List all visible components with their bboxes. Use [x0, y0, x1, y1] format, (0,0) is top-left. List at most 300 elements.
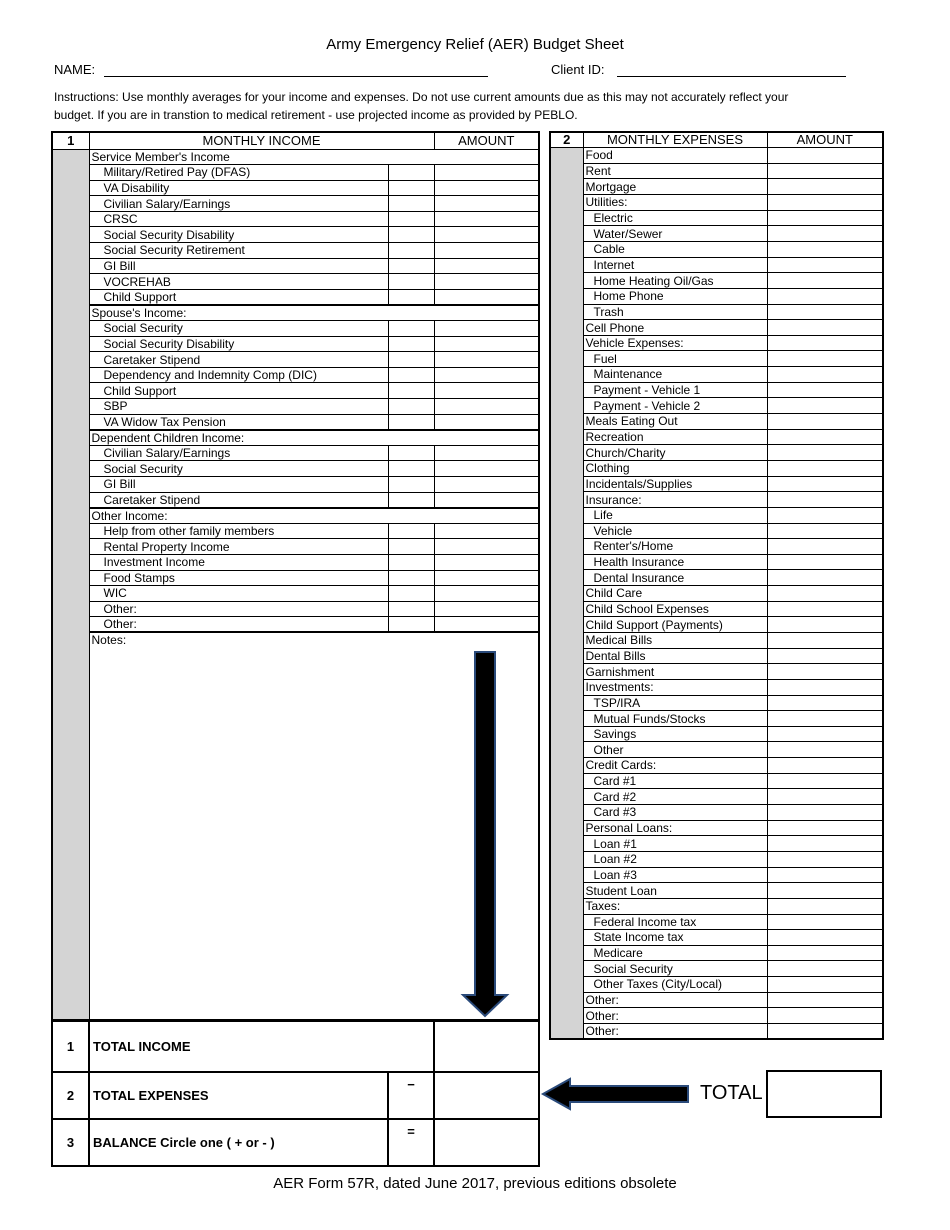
expense-row: [550, 633, 883, 649]
income-item-sub-cell[interactable]: [388, 165, 434, 181]
expense-item-label: Federal Income tax: [583, 914, 767, 930]
form-footer: AER Form 57R, dated June 2017, previous editions obsolete: [273, 1175, 677, 1192]
income-item-sub-cell[interactable]: [388, 570, 434, 586]
expense-group-label: Mortgage: [583, 179, 767, 195]
expense-group-label: Student Loan: [583, 883, 767, 899]
expense-row: [550, 414, 883, 430]
expense-amount[interactable]: [767, 648, 883, 664]
expense-group-label: Food: [583, 148, 767, 164]
expense-amount[interactable]: [767, 320, 883, 336]
income-row: [52, 165, 539, 181]
expense-item-label: Medicare: [583, 945, 767, 961]
income-amount-header: AMOUNT: [434, 132, 539, 149]
income-item-amount[interactable]: [434, 383, 539, 399]
income-item-amount[interactable]: [434, 165, 539, 181]
income-item-sub-cell[interactable]: [388, 289, 434, 305]
income-item-sub-cell[interactable]: [388, 196, 434, 212]
expense-item-label: Card #3: [583, 805, 767, 821]
income-item-amount[interactable]: [434, 461, 539, 477]
balance-label: BALANCE Circle one ( + or - ): [89, 1119, 388, 1166]
expense-amount[interactable]: [767, 351, 883, 367]
expense-item-label: Fuel: [583, 351, 767, 367]
expense-amount[interactable]: [767, 601, 883, 617]
expense-amount[interactable]: [767, 195, 883, 211]
expense-amount[interactable]: [767, 210, 883, 226]
expense-group-label: Child School Expenses: [583, 601, 767, 617]
income-item-amount[interactable]: [434, 492, 539, 508]
income-item-sub-cell[interactable]: [388, 523, 434, 539]
total-expenses-label: TOTAL EXPENSES: [89, 1072, 388, 1119]
expense-group-label: Meals Eating Out: [583, 414, 767, 430]
expense-amount[interactable]: [767, 288, 883, 304]
expense-item-label: Cable: [583, 241, 767, 257]
expense-row: [550, 241, 883, 257]
income-row: [52, 570, 539, 586]
income-item-sub-cell[interactable]: [388, 554, 434, 570]
income-item-amount[interactable]: [434, 289, 539, 305]
expense-amount[interactable]: [767, 148, 883, 164]
expense-item-label: Vehicle: [583, 523, 767, 539]
expense-row: [550, 1024, 883, 1040]
expense-row: [550, 742, 883, 758]
expense-row: [550, 898, 883, 914]
expense-row: [550, 883, 883, 899]
expense-amount[interactable]: [767, 304, 883, 320]
income-row: [52, 321, 539, 337]
income-row: [52, 492, 539, 508]
income-row: [52, 430, 539, 446]
expense-row: [550, 867, 883, 883]
expense-row: [550, 507, 883, 523]
down-arrow-icon: [460, 650, 510, 1020]
expense-amount[interactable]: [767, 1008, 883, 1024]
expense-item-label: Loan #1: [583, 836, 767, 852]
expense-group-label: Recreation: [583, 429, 767, 445]
income-item-sub-cell[interactable]: [388, 211, 434, 227]
income-item-sub-cell[interactable]: [388, 227, 434, 243]
expense-group-label: Church/Charity: [583, 445, 767, 461]
expense-row: [550, 335, 883, 351]
income-item-sub-cell[interactable]: [388, 274, 434, 290]
income-item-label: Social Security: [89, 461, 388, 477]
expenses-table: [549, 131, 884, 1040]
expense-row: [550, 930, 883, 946]
expense-group-label: Child Support (Payments): [583, 617, 767, 633]
client-id-field[interactable]: [617, 76, 846, 77]
expense-row: [550, 945, 883, 961]
income-item-sub-cell[interactable]: [388, 383, 434, 399]
expense-row: [550, 382, 883, 398]
expense-row: [550, 820, 883, 836]
expense-row: [550, 429, 883, 445]
instructions: [54, 88, 854, 124]
income-item-label: Social Security Disability: [89, 336, 388, 352]
income-item-sub-cell[interactable]: [388, 321, 434, 337]
expense-row: [550, 288, 883, 304]
income-item-amount[interactable]: [434, 586, 539, 602]
expenses-total-amount[interactable]: [766, 1070, 882, 1118]
expense-group-label: Taxes:: [583, 898, 767, 914]
expense-item-label: Water/Sewer: [583, 226, 767, 242]
income-item-label: GI Bill: [89, 258, 388, 274]
expense-row: [550, 539, 883, 555]
expense-amount[interactable]: [767, 836, 883, 852]
expense-item-label: Home Phone: [583, 288, 767, 304]
income-item-amount[interactable]: [434, 523, 539, 539]
notes-label: Notes:: [91, 633, 127, 648]
income-item-sub-cell[interactable]: [388, 352, 434, 368]
income-item-label: Caretaker Stipend: [89, 352, 388, 368]
income-row: [52, 211, 539, 227]
income-item-label: VA Widow Tax Pension: [89, 414, 388, 430]
expense-row: [550, 492, 883, 508]
income-gray-margin: [52, 149, 89, 1019]
expense-item-label: Internet: [583, 257, 767, 273]
expense-row: [550, 586, 883, 602]
expense-row: [550, 570, 883, 586]
expense-item-label: TSP/IRA: [583, 695, 767, 711]
expense-group-label: Clothing: [583, 460, 767, 476]
expense-amount[interactable]: [767, 851, 883, 867]
income-row: [52, 196, 539, 212]
expense-item-label: Payment - Vehicle 2: [583, 398, 767, 414]
income-item-sub-cell[interactable]: [388, 258, 434, 274]
expense-group-label: Medical Bills: [583, 633, 767, 649]
total-income-amount[interactable]: [434, 1021, 539, 1072]
income-row: [52, 336, 539, 352]
expense-row: [550, 320, 883, 336]
expense-amount[interactable]: [767, 460, 883, 476]
total-income-label: TOTAL INCOME: [89, 1021, 434, 1072]
expense-amount[interactable]: [767, 883, 883, 899]
expense-item-label: Maintenance: [583, 367, 767, 383]
income-row: [52, 383, 539, 399]
expense-item-label: Renter's/Home: [583, 539, 767, 555]
income-item-amount[interactable]: [434, 336, 539, 352]
income-item-label: Help from other family members: [89, 523, 388, 539]
form-title: Army Emergency Relief (AER) Budget Sheet: [326, 36, 624, 53]
expense-amount[interactable]: [767, 539, 883, 555]
income-row: [52, 476, 539, 492]
income-item-sub-cell[interactable]: [388, 617, 434, 633]
expense-row: [550, 273, 883, 289]
expense-item-label: Dental Insurance: [583, 570, 767, 586]
expense-item-label: Social Security: [583, 961, 767, 977]
income-row: [52, 508, 539, 524]
expense-amount[interactable]: [767, 758, 883, 774]
expense-item-label: Loan #2: [583, 851, 767, 867]
expense-amount[interactable]: [767, 335, 883, 351]
income-item-sub-cell[interactable]: [388, 476, 434, 492]
expense-item-label: Other: [583, 742, 767, 758]
expense-row: [550, 554, 883, 570]
expense-amount[interactable]: [767, 695, 883, 711]
income-item-amount[interactable]: [434, 539, 539, 555]
expense-row: [550, 695, 883, 711]
income-group-label: Other Income:: [89, 508, 539, 524]
income-item-sub-cell[interactable]: [388, 336, 434, 352]
income-item-amount[interactable]: [434, 554, 539, 570]
expense-row: [550, 664, 883, 680]
total-expenses-number: 2: [52, 1072, 89, 1119]
income-row: [52, 399, 539, 415]
income-row: [52, 367, 539, 383]
income-row: [52, 180, 539, 196]
income-section-number: 1: [52, 132, 89, 149]
income-row: [52, 586, 539, 602]
income-item-amount[interactable]: [434, 601, 539, 617]
expense-amount[interactable]: [767, 257, 883, 273]
expense-row: [550, 711, 883, 727]
expense-group-label: Other:: [583, 1024, 767, 1040]
expense-group-label: Child Care: [583, 586, 767, 602]
income-item-label: Investment Income: [89, 554, 388, 570]
expense-group-label: Insurance:: [583, 492, 767, 508]
left-arrow-icon: [540, 1077, 692, 1111]
income-row: [52, 289, 539, 305]
income-item-sub-cell[interactable]: [388, 414, 434, 430]
expense-row: [550, 851, 883, 867]
expense-amount[interactable]: [767, 1024, 883, 1040]
expense-row: [550, 1008, 883, 1024]
expense-row: [550, 617, 883, 633]
expense-amount[interactable]: [767, 992, 883, 1008]
expense-row: [550, 914, 883, 930]
expense-amount[interactable]: [767, 273, 883, 289]
expense-amount[interactable]: [767, 805, 883, 821]
income-row: [52, 227, 539, 243]
expenses-section-number: 2: [550, 132, 583, 148]
income-item-sub-cell[interactable]: [388, 461, 434, 477]
balance-amount[interactable]: [434, 1119, 539, 1166]
income-group-label: Dependent Children Income:: [89, 430, 539, 446]
expense-amount[interactable]: [767, 507, 883, 523]
income-item-label: VOCREHAB: [89, 274, 388, 290]
expense-amount[interactable]: [767, 179, 883, 195]
income-group-label: Spouse's Income:: [89, 305, 539, 321]
income-item-label: Child Support: [89, 289, 388, 305]
expense-amount[interactable]: [767, 382, 883, 398]
expense-amount[interactable]: [767, 586, 883, 602]
expense-row: [550, 601, 883, 617]
expense-amount[interactable]: [767, 476, 883, 492]
expense-amount[interactable]: [767, 570, 883, 586]
income-item-amount[interactable]: [434, 258, 539, 274]
income-item-label: Rental Property Income: [89, 539, 388, 555]
instructions-line-1: Instructions: Use monthly averages for your income and expenses. Do not use current amounts due as this may not accurately reflect your: [54, 90, 789, 104]
income-item-label: Caretaker Stipend: [89, 492, 388, 508]
income-item-sub-cell[interactable]: [388, 586, 434, 602]
income-item-label: Other:: [89, 617, 388, 633]
balance-number: 3: [52, 1119, 89, 1166]
income-item-label: Civilian Salary/Earnings: [89, 196, 388, 212]
income-item-amount[interactable]: [434, 617, 539, 633]
expense-row: [550, 304, 883, 320]
income-item-sub-cell[interactable]: [388, 445, 434, 461]
expense-amount[interactable]: [767, 163, 883, 179]
expense-amount[interactable]: [767, 492, 883, 508]
expense-row: [550, 163, 883, 179]
income-row: [52, 352, 539, 368]
income-item-label: Social Security Retirement: [89, 243, 388, 259]
expense-item-label: Card #1: [583, 773, 767, 789]
income-item-sub-cell[interactable]: [388, 180, 434, 196]
name-label: NAME:: [54, 62, 96, 77]
income-item-label: Social Security: [89, 321, 388, 337]
expense-row: [550, 476, 883, 492]
expense-amount[interactable]: [767, 398, 883, 414]
expense-amount[interactable]: [767, 742, 883, 758]
income-item-amount[interactable]: [434, 352, 539, 368]
income-item-sub-cell[interactable]: [388, 601, 434, 617]
expense-group-label: Dental Bills: [583, 648, 767, 664]
expense-amount[interactable]: [767, 773, 883, 789]
expense-item-label: Savings: [583, 726, 767, 742]
expense-row: [550, 367, 883, 383]
income-item-amount[interactable]: [434, 399, 539, 415]
income-item-label: Military/Retired Pay (DFAS): [89, 165, 388, 181]
income-row: [52, 554, 539, 570]
income-row: [52, 601, 539, 617]
income-item-sub-cell[interactable]: [388, 243, 434, 259]
expense-amount[interactable]: [767, 945, 883, 961]
expense-group-label: Credit Cards:: [583, 758, 767, 774]
expense-row: [550, 977, 883, 993]
expense-amount[interactable]: [767, 914, 883, 930]
expense-row: [550, 726, 883, 742]
income-item-amount[interactable]: [434, 211, 539, 227]
income-row: [52, 539, 539, 555]
expense-row: [550, 961, 883, 977]
expense-amount[interactable]: [767, 241, 883, 257]
expense-item-label: Home Heating Oil/Gas: [583, 273, 767, 289]
expense-row: [550, 805, 883, 821]
expense-amount[interactable]: [767, 523, 883, 539]
expense-amount[interactable]: [767, 930, 883, 946]
expense-row: [550, 148, 883, 164]
income-item-label: VA Disability: [89, 180, 388, 196]
name-field[interactable]: [104, 76, 488, 77]
income-item-label: SBP: [89, 399, 388, 415]
income-item-amount[interactable]: [434, 476, 539, 492]
expense-amount[interactable]: [767, 664, 883, 680]
expense-item-label: Loan #3: [583, 867, 767, 883]
expense-row: [550, 648, 883, 664]
income-item-sub-cell[interactable]: [388, 492, 434, 508]
income-item-label: WIC: [89, 586, 388, 602]
income-item-label: Social Security Disability: [89, 227, 388, 243]
expense-amount[interactable]: [767, 633, 883, 649]
income-row: [52, 445, 539, 461]
income-item-sub-cell[interactable]: [388, 367, 434, 383]
expense-row: [550, 460, 883, 476]
expenses-total-label: TOTAL: [700, 1082, 763, 1104]
expense-row: [550, 789, 883, 805]
income-row: [52, 414, 539, 430]
expense-amount[interactable]: [767, 617, 883, 633]
income-item-label: Dependency and Indemnity Comp (DIC): [89, 367, 388, 383]
income-item-amount[interactable]: [434, 227, 539, 243]
income-item-amount[interactable]: [434, 243, 539, 259]
income-item-label: Food Stamps: [89, 570, 388, 586]
income-item-label: CRSC: [89, 211, 388, 227]
expense-item-label: Mutual Funds/Stocks: [583, 711, 767, 727]
expense-row: [550, 351, 883, 367]
expense-group-label: Other:: [583, 1008, 767, 1024]
expense-amount[interactable]: [767, 961, 883, 977]
expense-row: [550, 195, 883, 211]
expense-amount[interactable]: [767, 867, 883, 883]
expense-group-label: Utilities:: [583, 195, 767, 211]
income-item-label: Child Support: [89, 383, 388, 399]
expense-amount[interactable]: [767, 679, 883, 695]
income-row: [52, 305, 539, 321]
expense-group-label: Personal Loans:: [583, 820, 767, 836]
expense-amount[interactable]: [767, 898, 883, 914]
expense-group-label: Vehicle Expenses:: [583, 335, 767, 351]
expense-amount[interactable]: [767, 820, 883, 836]
expense-item-label: Payment - Vehicle 1: [583, 382, 767, 398]
expense-amount[interactable]: [767, 554, 883, 570]
client-id-label: Client ID:: [551, 62, 605, 77]
expense-row: [550, 836, 883, 852]
expense-group-label: Other:: [583, 992, 767, 1008]
income-item-amount[interactable]: [434, 414, 539, 430]
equals-sign: =: [388, 1119, 434, 1166]
income-row: [52, 523, 539, 539]
expense-amount[interactable]: [767, 445, 883, 461]
expense-amount[interactable]: [767, 226, 883, 242]
income-item-sub-cell[interactable]: [388, 399, 434, 415]
income-item-amount[interactable]: [434, 196, 539, 212]
income-header: MONTHLY INCOME: [89, 132, 434, 149]
income-item-amount[interactable]: [434, 445, 539, 461]
income-item-amount[interactable]: [434, 367, 539, 383]
expense-amount[interactable]: [767, 429, 883, 445]
expense-amount[interactable]: [767, 789, 883, 805]
expense-row: [550, 523, 883, 539]
expense-row: [550, 992, 883, 1008]
expense-row: [550, 398, 883, 414]
income-item-amount[interactable]: [434, 570, 539, 586]
income-row: [52, 258, 539, 274]
minus-sign: −: [388, 1072, 434, 1119]
income-item-amount[interactable]: [434, 180, 539, 196]
income-row: [52, 243, 539, 259]
income-row: [52, 149, 539, 165]
income-item-amount[interactable]: [434, 321, 539, 337]
income-item-amount[interactable]: [434, 274, 539, 290]
expense-item-label: Electric: [583, 210, 767, 226]
expense-amount[interactable]: [767, 414, 883, 430]
income-item-label: Other:: [89, 601, 388, 617]
total-income-number: 1: [52, 1021, 89, 1072]
income-item-sub-cell[interactable]: [388, 539, 434, 555]
expense-group-label: Garnishment: [583, 664, 767, 680]
income-item-label: Civilian Salary/Earnings: [89, 445, 388, 461]
expense-amount[interactable]: [767, 977, 883, 993]
expense-group-label: Incidentals/Supplies: [583, 476, 767, 492]
expense-item-label: Life: [583, 507, 767, 523]
total-expenses-amount[interactable]: [434, 1072, 539, 1119]
expense-amount[interactable]: [767, 711, 883, 727]
income-row: [52, 461, 539, 477]
expense-row: [550, 773, 883, 789]
expense-amount[interactable]: [767, 726, 883, 742]
expense-amount[interactable]: [767, 367, 883, 383]
expense-item-label: Card #2: [583, 789, 767, 805]
expense-row: [550, 179, 883, 195]
